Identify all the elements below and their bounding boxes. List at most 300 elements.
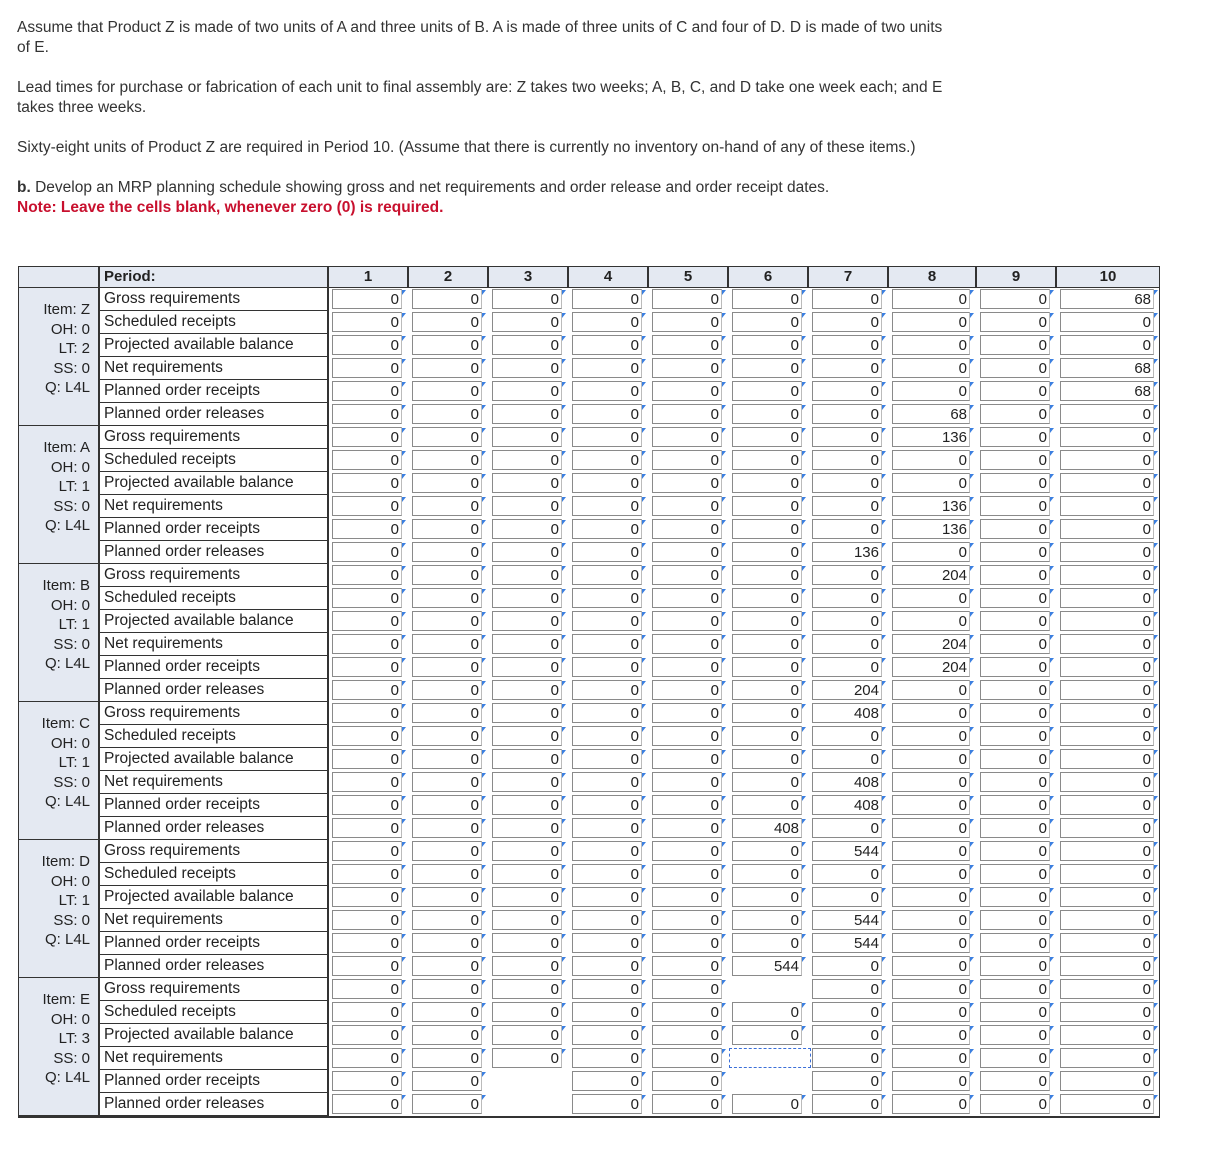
answer-input[interactable] bbox=[572, 933, 642, 953]
answer-input[interactable] bbox=[732, 772, 802, 792]
answer-input[interactable] bbox=[1060, 496, 1154, 516]
answer-input[interactable] bbox=[892, 404, 970, 424]
answer-input[interactable] bbox=[652, 404, 722, 424]
answer-input[interactable] bbox=[812, 496, 882, 516]
answer-input[interactable] bbox=[332, 1094, 402, 1114]
answer-input[interactable] bbox=[892, 1048, 970, 1068]
answer-input[interactable] bbox=[1060, 910, 1154, 930]
answer-input[interactable] bbox=[980, 818, 1050, 838]
answer-input[interactable] bbox=[492, 795, 562, 815]
answer-input[interactable] bbox=[652, 611, 722, 631]
answer-input[interactable] bbox=[652, 1002, 722, 1022]
answer-input[interactable] bbox=[572, 496, 642, 516]
answer-input[interactable] bbox=[412, 312, 482, 332]
answer-input[interactable] bbox=[332, 611, 402, 631]
answer-input[interactable] bbox=[812, 335, 882, 355]
answer-input[interactable] bbox=[980, 588, 1050, 608]
answer-input[interactable] bbox=[1060, 565, 1154, 585]
answer-input[interactable] bbox=[732, 496, 802, 516]
answer-input[interactable] bbox=[572, 703, 642, 723]
answer-input[interactable] bbox=[892, 703, 970, 723]
answer-input[interactable] bbox=[892, 772, 970, 792]
answer-input[interactable] bbox=[412, 864, 482, 884]
answer-input[interactable] bbox=[412, 818, 482, 838]
answer-input[interactable] bbox=[732, 404, 802, 424]
answer-input[interactable] bbox=[980, 1025, 1050, 1045]
answer-input[interactable] bbox=[332, 289, 402, 309]
answer-input[interactable] bbox=[980, 933, 1050, 953]
answer-input[interactable] bbox=[812, 588, 882, 608]
answer-input[interactable] bbox=[412, 933, 482, 953]
answer-input[interactable] bbox=[412, 542, 482, 562]
answer-input[interactable] bbox=[732, 358, 802, 378]
answer-input[interactable] bbox=[572, 657, 642, 677]
answer-input[interactable] bbox=[812, 680, 882, 700]
answer-input[interactable] bbox=[812, 795, 882, 815]
answer-input[interactable] bbox=[980, 496, 1050, 516]
answer-input[interactable] bbox=[652, 450, 722, 470]
answer-input[interactable] bbox=[572, 726, 642, 746]
answer-input[interactable] bbox=[1060, 358, 1154, 378]
answer-input[interactable] bbox=[980, 1048, 1050, 1068]
answer-input[interactable] bbox=[652, 496, 722, 516]
answer-input[interactable] bbox=[892, 611, 970, 631]
answer-input[interactable] bbox=[652, 749, 722, 769]
answer-input[interactable] bbox=[412, 634, 482, 654]
answer-input[interactable] bbox=[492, 1002, 562, 1022]
answer-input[interactable] bbox=[652, 358, 722, 378]
answer-input[interactable] bbox=[980, 404, 1050, 424]
answer-input[interactable] bbox=[572, 1048, 642, 1068]
answer-input[interactable] bbox=[1060, 289, 1154, 309]
answer-input[interactable] bbox=[572, 611, 642, 631]
answer-input[interactable] bbox=[652, 887, 722, 907]
answer-input[interactable] bbox=[332, 1002, 402, 1022]
answer-input[interactable] bbox=[1060, 772, 1154, 792]
answer-input[interactable] bbox=[980, 887, 1050, 907]
answer-input[interactable] bbox=[492, 588, 562, 608]
answer-input[interactable] bbox=[652, 1048, 722, 1068]
answer-input[interactable] bbox=[572, 427, 642, 447]
answer-input[interactable] bbox=[652, 1025, 722, 1045]
answer-input[interactable] bbox=[332, 841, 402, 861]
answer-input[interactable] bbox=[652, 841, 722, 861]
answer-input[interactable] bbox=[652, 588, 722, 608]
answer-input[interactable] bbox=[412, 772, 482, 792]
answer-input[interactable] bbox=[980, 1002, 1050, 1022]
answer-input[interactable] bbox=[732, 519, 802, 539]
answer-input[interactable] bbox=[812, 841, 882, 861]
answer-input[interactable] bbox=[729, 1048, 811, 1068]
answer-input[interactable] bbox=[892, 1094, 970, 1114]
answer-input[interactable] bbox=[332, 979, 402, 999]
answer-input[interactable] bbox=[412, 519, 482, 539]
answer-input[interactable] bbox=[332, 887, 402, 907]
answer-input[interactable] bbox=[412, 1071, 482, 1091]
answer-input[interactable] bbox=[732, 933, 802, 953]
answer-input[interactable] bbox=[812, 427, 882, 447]
answer-input[interactable] bbox=[492, 381, 562, 401]
answer-input[interactable] bbox=[492, 933, 562, 953]
answer-input[interactable] bbox=[332, 749, 402, 769]
answer-input[interactable] bbox=[492, 565, 562, 585]
answer-input[interactable] bbox=[1060, 427, 1154, 447]
answer-input[interactable] bbox=[812, 657, 882, 677]
answer-input[interactable] bbox=[1060, 404, 1154, 424]
answer-input[interactable] bbox=[492, 450, 562, 470]
answer-input[interactable] bbox=[412, 404, 482, 424]
answer-input[interactable] bbox=[412, 887, 482, 907]
answer-input[interactable] bbox=[892, 381, 970, 401]
answer-input[interactable] bbox=[412, 611, 482, 631]
answer-input[interactable] bbox=[492, 680, 562, 700]
answer-input[interactable] bbox=[732, 588, 802, 608]
answer-input[interactable] bbox=[732, 611, 802, 631]
answer-input[interactable] bbox=[572, 404, 642, 424]
answer-input[interactable] bbox=[732, 312, 802, 332]
answer-input[interactable] bbox=[892, 565, 970, 585]
answer-input[interactable] bbox=[892, 312, 970, 332]
answer-input[interactable] bbox=[492, 910, 562, 930]
answer-input[interactable] bbox=[1060, 933, 1154, 953]
answer-input[interactable] bbox=[732, 910, 802, 930]
answer-input[interactable] bbox=[412, 381, 482, 401]
answer-input[interactable] bbox=[812, 956, 882, 976]
answer-input[interactable] bbox=[732, 565, 802, 585]
answer-input[interactable] bbox=[652, 956, 722, 976]
answer-input[interactable] bbox=[492, 749, 562, 769]
answer-input[interactable] bbox=[332, 381, 402, 401]
answer-input[interactable] bbox=[492, 611, 562, 631]
answer-input[interactable] bbox=[412, 979, 482, 999]
answer-input[interactable] bbox=[1060, 542, 1154, 562]
answer-input[interactable] bbox=[492, 864, 562, 884]
answer-input[interactable] bbox=[1060, 634, 1154, 654]
answer-input[interactable] bbox=[892, 979, 970, 999]
answer-input[interactable] bbox=[492, 818, 562, 838]
answer-input[interactable] bbox=[412, 427, 482, 447]
answer-input[interactable] bbox=[652, 542, 722, 562]
answer-input[interactable] bbox=[1060, 1048, 1154, 1068]
answer-input[interactable] bbox=[1060, 473, 1154, 493]
answer-input[interactable] bbox=[652, 312, 722, 332]
answer-input[interactable] bbox=[812, 772, 882, 792]
answer-input[interactable] bbox=[652, 289, 722, 309]
answer-input[interactable] bbox=[812, 818, 882, 838]
answer-input[interactable] bbox=[812, 404, 882, 424]
answer-input[interactable] bbox=[572, 1002, 642, 1022]
answer-input[interactable] bbox=[812, 381, 882, 401]
answer-input[interactable] bbox=[1060, 680, 1154, 700]
answer-input[interactable] bbox=[412, 657, 482, 677]
answer-input[interactable] bbox=[652, 473, 722, 493]
answer-input[interactable] bbox=[572, 542, 642, 562]
answer-input[interactable] bbox=[652, 335, 722, 355]
answer-input[interactable] bbox=[572, 749, 642, 769]
answer-input[interactable] bbox=[652, 1071, 722, 1091]
answer-input[interactable] bbox=[980, 772, 1050, 792]
answer-input[interactable] bbox=[892, 496, 970, 516]
answer-input[interactable] bbox=[652, 680, 722, 700]
answer-input[interactable] bbox=[332, 542, 402, 562]
answer-input[interactable] bbox=[332, 703, 402, 723]
answer-input[interactable] bbox=[1060, 519, 1154, 539]
answer-input[interactable] bbox=[332, 450, 402, 470]
answer-input[interactable] bbox=[572, 680, 642, 700]
answer-input[interactable] bbox=[652, 381, 722, 401]
answer-input[interactable] bbox=[1060, 1071, 1154, 1091]
answer-input[interactable] bbox=[572, 1025, 642, 1045]
answer-input[interactable] bbox=[812, 749, 882, 769]
answer-input[interactable] bbox=[572, 473, 642, 493]
answer-input[interactable] bbox=[892, 450, 970, 470]
answer-input[interactable] bbox=[412, 841, 482, 861]
answer-input[interactable] bbox=[572, 795, 642, 815]
answer-input[interactable] bbox=[732, 657, 802, 677]
answer-input[interactable] bbox=[980, 358, 1050, 378]
answer-input[interactable] bbox=[1060, 749, 1154, 769]
answer-input[interactable] bbox=[980, 450, 1050, 470]
answer-input[interactable] bbox=[572, 588, 642, 608]
answer-input[interactable] bbox=[332, 933, 402, 953]
answer-input[interactable] bbox=[492, 1025, 562, 1045]
answer-input[interactable] bbox=[812, 1071, 882, 1091]
answer-input[interactable] bbox=[980, 381, 1050, 401]
answer-input[interactable] bbox=[492, 887, 562, 907]
answer-input[interactable] bbox=[572, 887, 642, 907]
answer-input[interactable] bbox=[652, 795, 722, 815]
answer-input[interactable] bbox=[892, 519, 970, 539]
answer-input[interactable] bbox=[412, 956, 482, 976]
answer-input[interactable] bbox=[980, 749, 1050, 769]
answer-input[interactable] bbox=[572, 818, 642, 838]
answer-input[interactable] bbox=[412, 1025, 482, 1045]
answer-input[interactable] bbox=[652, 979, 722, 999]
answer-input[interactable] bbox=[812, 726, 882, 746]
answer-input[interactable] bbox=[980, 427, 1050, 447]
answer-input[interactable] bbox=[732, 1025, 802, 1045]
answer-input[interactable] bbox=[980, 634, 1050, 654]
answer-input[interactable] bbox=[980, 1071, 1050, 1091]
answer-input[interactable] bbox=[732, 1094, 802, 1114]
answer-input[interactable] bbox=[572, 634, 642, 654]
answer-input[interactable] bbox=[412, 726, 482, 746]
answer-input[interactable] bbox=[412, 703, 482, 723]
answer-input[interactable] bbox=[980, 312, 1050, 332]
answer-input[interactable] bbox=[1060, 1094, 1154, 1114]
answer-input[interactable] bbox=[652, 772, 722, 792]
answer-input[interactable] bbox=[812, 611, 882, 631]
answer-input[interactable] bbox=[492, 358, 562, 378]
answer-input[interactable] bbox=[892, 726, 970, 746]
answer-input[interactable] bbox=[732, 680, 802, 700]
answer-input[interactable] bbox=[332, 634, 402, 654]
answer-input[interactable] bbox=[332, 1071, 402, 1091]
answer-input[interactable] bbox=[980, 726, 1050, 746]
answer-input[interactable] bbox=[492, 772, 562, 792]
answer-input[interactable] bbox=[812, 979, 882, 999]
answer-input[interactable] bbox=[980, 473, 1050, 493]
answer-input[interactable] bbox=[980, 542, 1050, 562]
answer-input[interactable] bbox=[492, 703, 562, 723]
answer-input[interactable] bbox=[892, 933, 970, 953]
answer-input[interactable] bbox=[492, 979, 562, 999]
answer-input[interactable] bbox=[652, 427, 722, 447]
answer-input[interactable] bbox=[332, 1048, 402, 1068]
answer-input[interactable] bbox=[732, 703, 802, 723]
answer-input[interactable] bbox=[572, 841, 642, 861]
answer-input[interactable] bbox=[892, 1071, 970, 1091]
answer-input[interactable] bbox=[492, 542, 562, 562]
answer-input[interactable] bbox=[980, 335, 1050, 355]
answer-input[interactable] bbox=[412, 680, 482, 700]
answer-input[interactable] bbox=[332, 588, 402, 608]
answer-input[interactable] bbox=[332, 657, 402, 677]
answer-input[interactable] bbox=[892, 795, 970, 815]
answer-input[interactable] bbox=[412, 473, 482, 493]
answer-input[interactable] bbox=[572, 956, 642, 976]
answer-input[interactable] bbox=[812, 1048, 882, 1068]
answer-input[interactable] bbox=[980, 1094, 1050, 1114]
answer-input[interactable] bbox=[572, 1071, 642, 1091]
answer-input[interactable] bbox=[980, 289, 1050, 309]
answer-input[interactable] bbox=[492, 726, 562, 746]
answer-input[interactable] bbox=[652, 910, 722, 930]
answer-input[interactable] bbox=[412, 289, 482, 309]
answer-input[interactable] bbox=[492, 519, 562, 539]
answer-input[interactable] bbox=[980, 657, 1050, 677]
answer-input[interactable] bbox=[892, 680, 970, 700]
answer-input[interactable] bbox=[332, 496, 402, 516]
answer-input[interactable] bbox=[812, 519, 882, 539]
answer-input[interactable] bbox=[1060, 864, 1154, 884]
answer-input[interactable] bbox=[732, 427, 802, 447]
answer-input[interactable] bbox=[1060, 818, 1154, 838]
answer-input[interactable] bbox=[1060, 657, 1154, 677]
answer-input[interactable] bbox=[812, 703, 882, 723]
answer-input[interactable] bbox=[572, 335, 642, 355]
answer-input[interactable] bbox=[812, 289, 882, 309]
answer-input[interactable] bbox=[652, 726, 722, 746]
answer-input[interactable] bbox=[1060, 450, 1154, 470]
answer-input[interactable] bbox=[332, 404, 402, 424]
answer-input[interactable] bbox=[412, 1094, 482, 1114]
answer-input[interactable] bbox=[412, 1002, 482, 1022]
answer-input[interactable] bbox=[652, 1094, 722, 1114]
answer-input[interactable] bbox=[332, 473, 402, 493]
answer-input[interactable] bbox=[980, 680, 1050, 700]
answer-input[interactable] bbox=[1060, 1025, 1154, 1045]
answer-input[interactable] bbox=[1060, 979, 1154, 999]
answer-input[interactable] bbox=[812, 565, 882, 585]
answer-input[interactable] bbox=[812, 473, 882, 493]
answer-input[interactable] bbox=[892, 818, 970, 838]
answer-input[interactable] bbox=[892, 542, 970, 562]
answer-input[interactable] bbox=[412, 795, 482, 815]
answer-input[interactable] bbox=[572, 312, 642, 332]
answer-input[interactable] bbox=[892, 1002, 970, 1022]
answer-input[interactable] bbox=[980, 611, 1050, 631]
answer-input[interactable] bbox=[492, 427, 562, 447]
answer-input[interactable] bbox=[980, 864, 1050, 884]
answer-input[interactable] bbox=[412, 749, 482, 769]
answer-input[interactable] bbox=[1060, 312, 1154, 332]
answer-input[interactable] bbox=[492, 634, 562, 654]
answer-input[interactable] bbox=[812, 634, 882, 654]
answer-input[interactable] bbox=[652, 818, 722, 838]
answer-input[interactable] bbox=[892, 358, 970, 378]
answer-input[interactable] bbox=[492, 473, 562, 493]
answer-input[interactable] bbox=[732, 450, 802, 470]
answer-input[interactable] bbox=[980, 565, 1050, 585]
answer-input[interactable] bbox=[332, 795, 402, 815]
answer-input[interactable] bbox=[332, 956, 402, 976]
answer-input[interactable] bbox=[492, 496, 562, 516]
answer-input[interactable] bbox=[892, 910, 970, 930]
answer-input[interactable] bbox=[812, 358, 882, 378]
answer-input[interactable] bbox=[892, 841, 970, 861]
answer-input[interactable] bbox=[412, 496, 482, 516]
answer-input[interactable] bbox=[892, 864, 970, 884]
answer-input[interactable] bbox=[1060, 335, 1154, 355]
answer-input[interactable] bbox=[892, 427, 970, 447]
answer-input[interactable] bbox=[812, 887, 882, 907]
answer-input[interactable] bbox=[332, 818, 402, 838]
answer-input[interactable] bbox=[332, 680, 402, 700]
answer-input[interactable] bbox=[572, 979, 642, 999]
answer-input[interactable] bbox=[980, 795, 1050, 815]
answer-input[interactable] bbox=[1060, 611, 1154, 631]
answer-input[interactable] bbox=[732, 749, 802, 769]
answer-input[interactable] bbox=[652, 519, 722, 539]
answer-input[interactable] bbox=[892, 657, 970, 677]
answer-input[interactable] bbox=[652, 703, 722, 723]
answer-input[interactable] bbox=[732, 634, 802, 654]
answer-input[interactable] bbox=[1060, 887, 1154, 907]
answer-input[interactable] bbox=[572, 289, 642, 309]
answer-input[interactable] bbox=[812, 450, 882, 470]
answer-input[interactable] bbox=[1060, 703, 1154, 723]
answer-input[interactable] bbox=[812, 933, 882, 953]
answer-input[interactable] bbox=[812, 1025, 882, 1045]
answer-input[interactable] bbox=[732, 795, 802, 815]
answer-input[interactable] bbox=[732, 542, 802, 562]
answer-input[interactable] bbox=[1060, 726, 1154, 746]
answer-input[interactable] bbox=[812, 1002, 882, 1022]
answer-input[interactable] bbox=[732, 726, 802, 746]
answer-input[interactable] bbox=[572, 772, 642, 792]
answer-input[interactable] bbox=[892, 588, 970, 608]
answer-input[interactable] bbox=[572, 519, 642, 539]
answer-input[interactable] bbox=[892, 956, 970, 976]
answer-input[interactable] bbox=[892, 1025, 970, 1045]
answer-input[interactable] bbox=[980, 956, 1050, 976]
answer-input[interactable] bbox=[732, 818, 802, 838]
answer-input[interactable] bbox=[980, 910, 1050, 930]
answer-input[interactable] bbox=[652, 933, 722, 953]
answer-input[interactable] bbox=[332, 565, 402, 585]
answer-input[interactable] bbox=[412, 335, 482, 355]
answer-input[interactable] bbox=[732, 956, 802, 976]
answer-input[interactable] bbox=[572, 565, 642, 585]
answer-input[interactable] bbox=[812, 910, 882, 930]
answer-input[interactable] bbox=[980, 979, 1050, 999]
answer-input[interactable] bbox=[492, 312, 562, 332]
answer-input[interactable] bbox=[732, 335, 802, 355]
answer-input[interactable] bbox=[732, 381, 802, 401]
answer-input[interactable] bbox=[732, 289, 802, 309]
answer-input[interactable] bbox=[412, 910, 482, 930]
